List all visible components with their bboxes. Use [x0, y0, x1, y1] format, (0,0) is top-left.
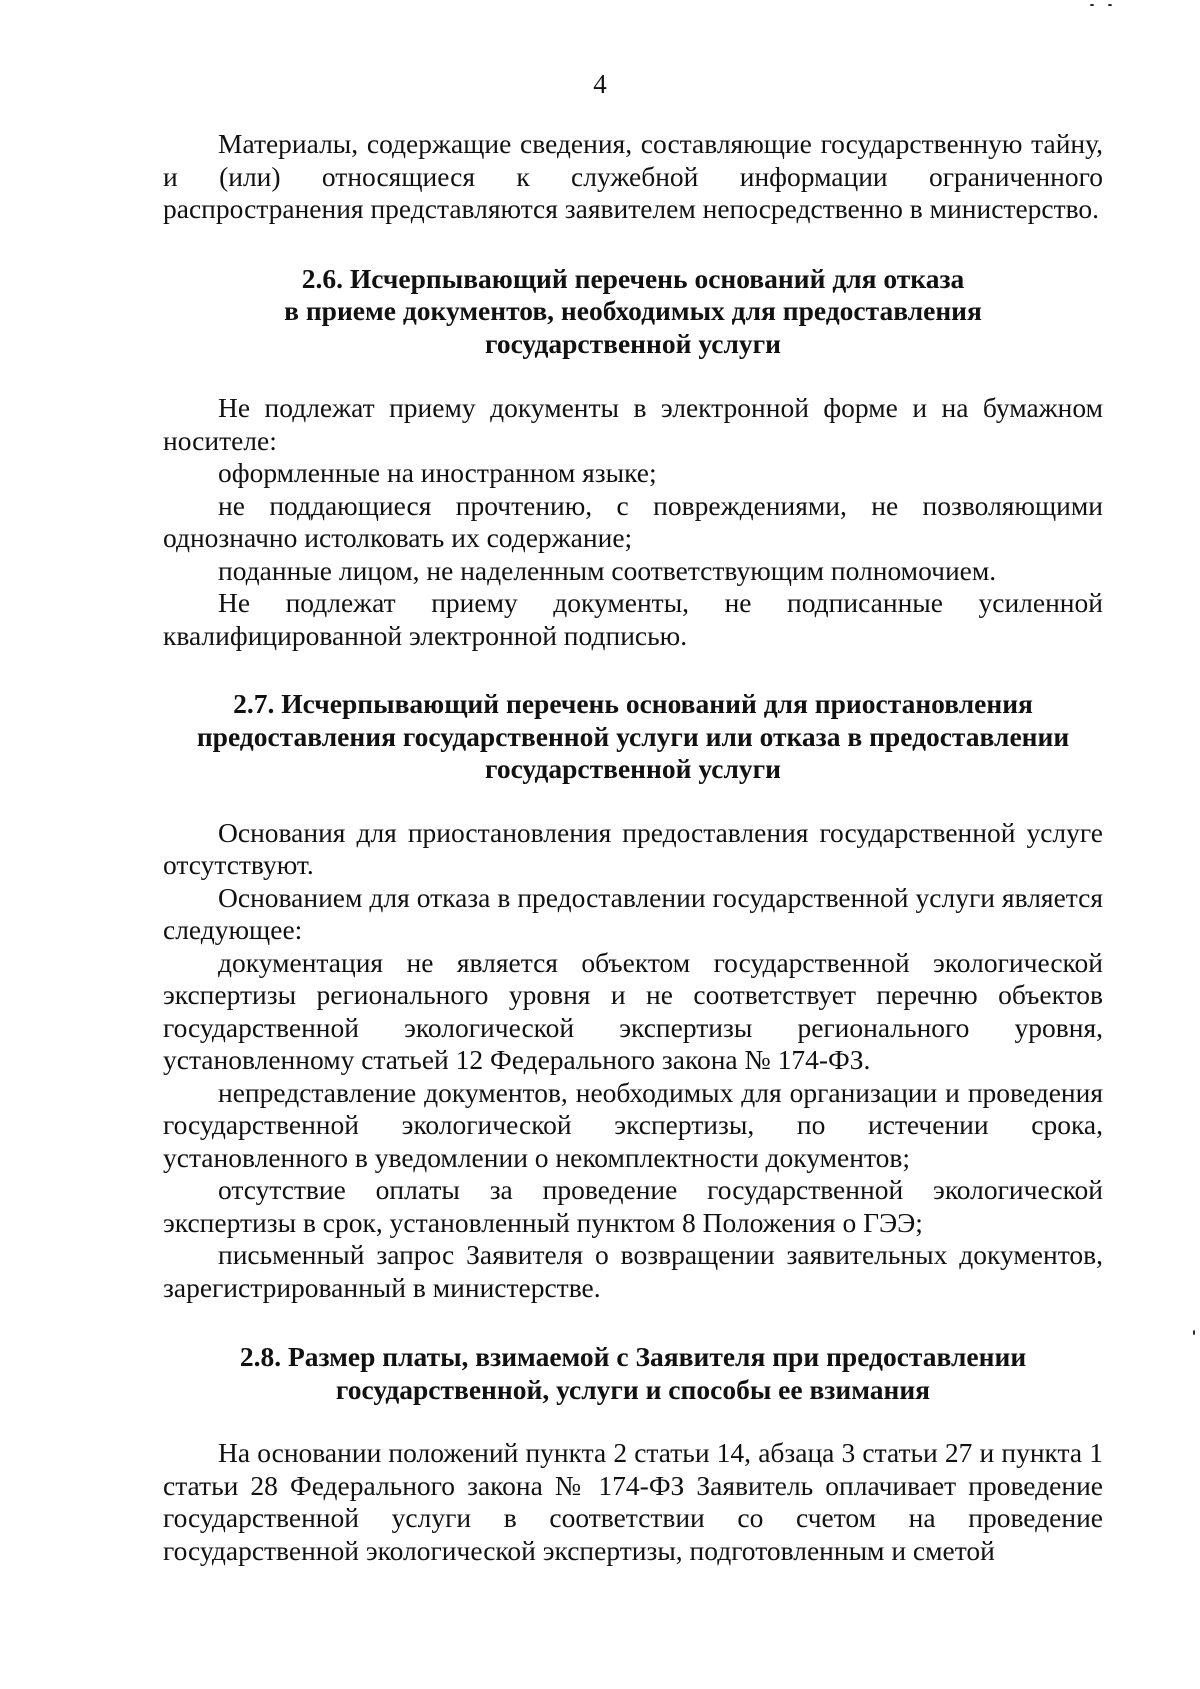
section-2-8-heading [163, 1341, 1103, 1406]
document-body [163, 128, 1103, 1567]
section-2-6-paragraph: не поддающиеся прочтению, с повреждениями, не позволяющими однозначно истолковать их содержание; [163, 489, 1103, 553]
intro-paragraph: Материалы, содержащие сведения, составляющие государственную тайну, и (или) относящиеся к служебной информации ограниченного распространения представляются заявителем непосредственно в министерство. [163, 128, 1103, 224]
section-2-7-paragraph: Основания для приостановления предоставления государственной услуге отсутствуют. [163, 816, 1103, 880]
section-2-8-paragraph: На основании положений пункта 2 статьи 14, абзаца 3 статьи 27 и пункта 1 статьи 28 Федерального закона № 174-ФЗ Заявитель оплачивает проведение государственной услуги в соответствии со счетом на проведение государственной экологической экспертизы, подготовленным и сметой [163, 1437, 1103, 1566]
heading-line: 2.6. Исчерпывающий перечень оснований для отказа [301, 262, 965, 294]
section-2-7-paragraph: документация не является объектом государственной экологической экспертизы регионального уровня и не соответствует перечню объектов государственной экологической экспертизы регионального уровня, установленному статьей 12 Федерального закона № 174-ФЗ. [163, 946, 1103, 1075]
section-2-7-paragraph: Основанием для отказа в предоставлении государственной услуги является следующее: [163, 881, 1103, 945]
heading-line: государственной услуги [485, 327, 781, 359]
section-2-7-paragraph: непредставление документов, необходимых для организации и проведения государственной экологической экспертизы, по истечении срока, установленного в уведомлении о некомплектности документов; [163, 1076, 1103, 1173]
heading-line: государственной, услуги и способы ее взимания [335, 1373, 931, 1405]
heading-line: государственной услуги [485, 753, 781, 784]
page-number: 4 [593, 69, 607, 99]
scan-speck [1108, 4, 1112, 6]
heading-line: 2.7. Исчерпывающий перечень оснований для приостановления [233, 688, 1033, 719]
section-2-6-paragraph: оформленные на иностранном языке; [218, 457, 657, 488]
section-2-6-paragraph: Не подлежат приему документы в электронной форме и на бумажном носителе: [163, 392, 1103, 456]
section-2-6-heading [163, 263, 1103, 361]
heading-line: предоставления государственной услуги или отказа в предоставлении [196, 720, 1070, 752]
scan-speck [1193, 1330, 1195, 1335]
scan-speck [1090, 4, 1094, 6]
heading-line: в приеме документов, необходимых для предоставления [284, 295, 982, 326]
heading-line: 2.8. Размер платы, взимаемой с Заявителя при предоставлении [239, 1341, 1027, 1372]
section-2-7-heading [163, 688, 1103, 786]
section-2-7-paragraph: отсутствие оплаты за проведение государственной экологической экспертизы в срок, установленный пунктом 8 Положения о ГЭЭ; [163, 1174, 1103, 1238]
section-2-6-paragraph: поданные лицом, не наделенным соответствующим полномочием. [218, 554, 997, 586]
section-2-7-paragraph: письменный запрос Заявителя о возвращении заявительных документов, зарегистрированный в министерстве. [163, 1239, 1103, 1303]
section-2-6-paragraph: Не подлежат приему документы, не подписанные усиленной квалифицированной электронной подписью. [163, 587, 1103, 651]
